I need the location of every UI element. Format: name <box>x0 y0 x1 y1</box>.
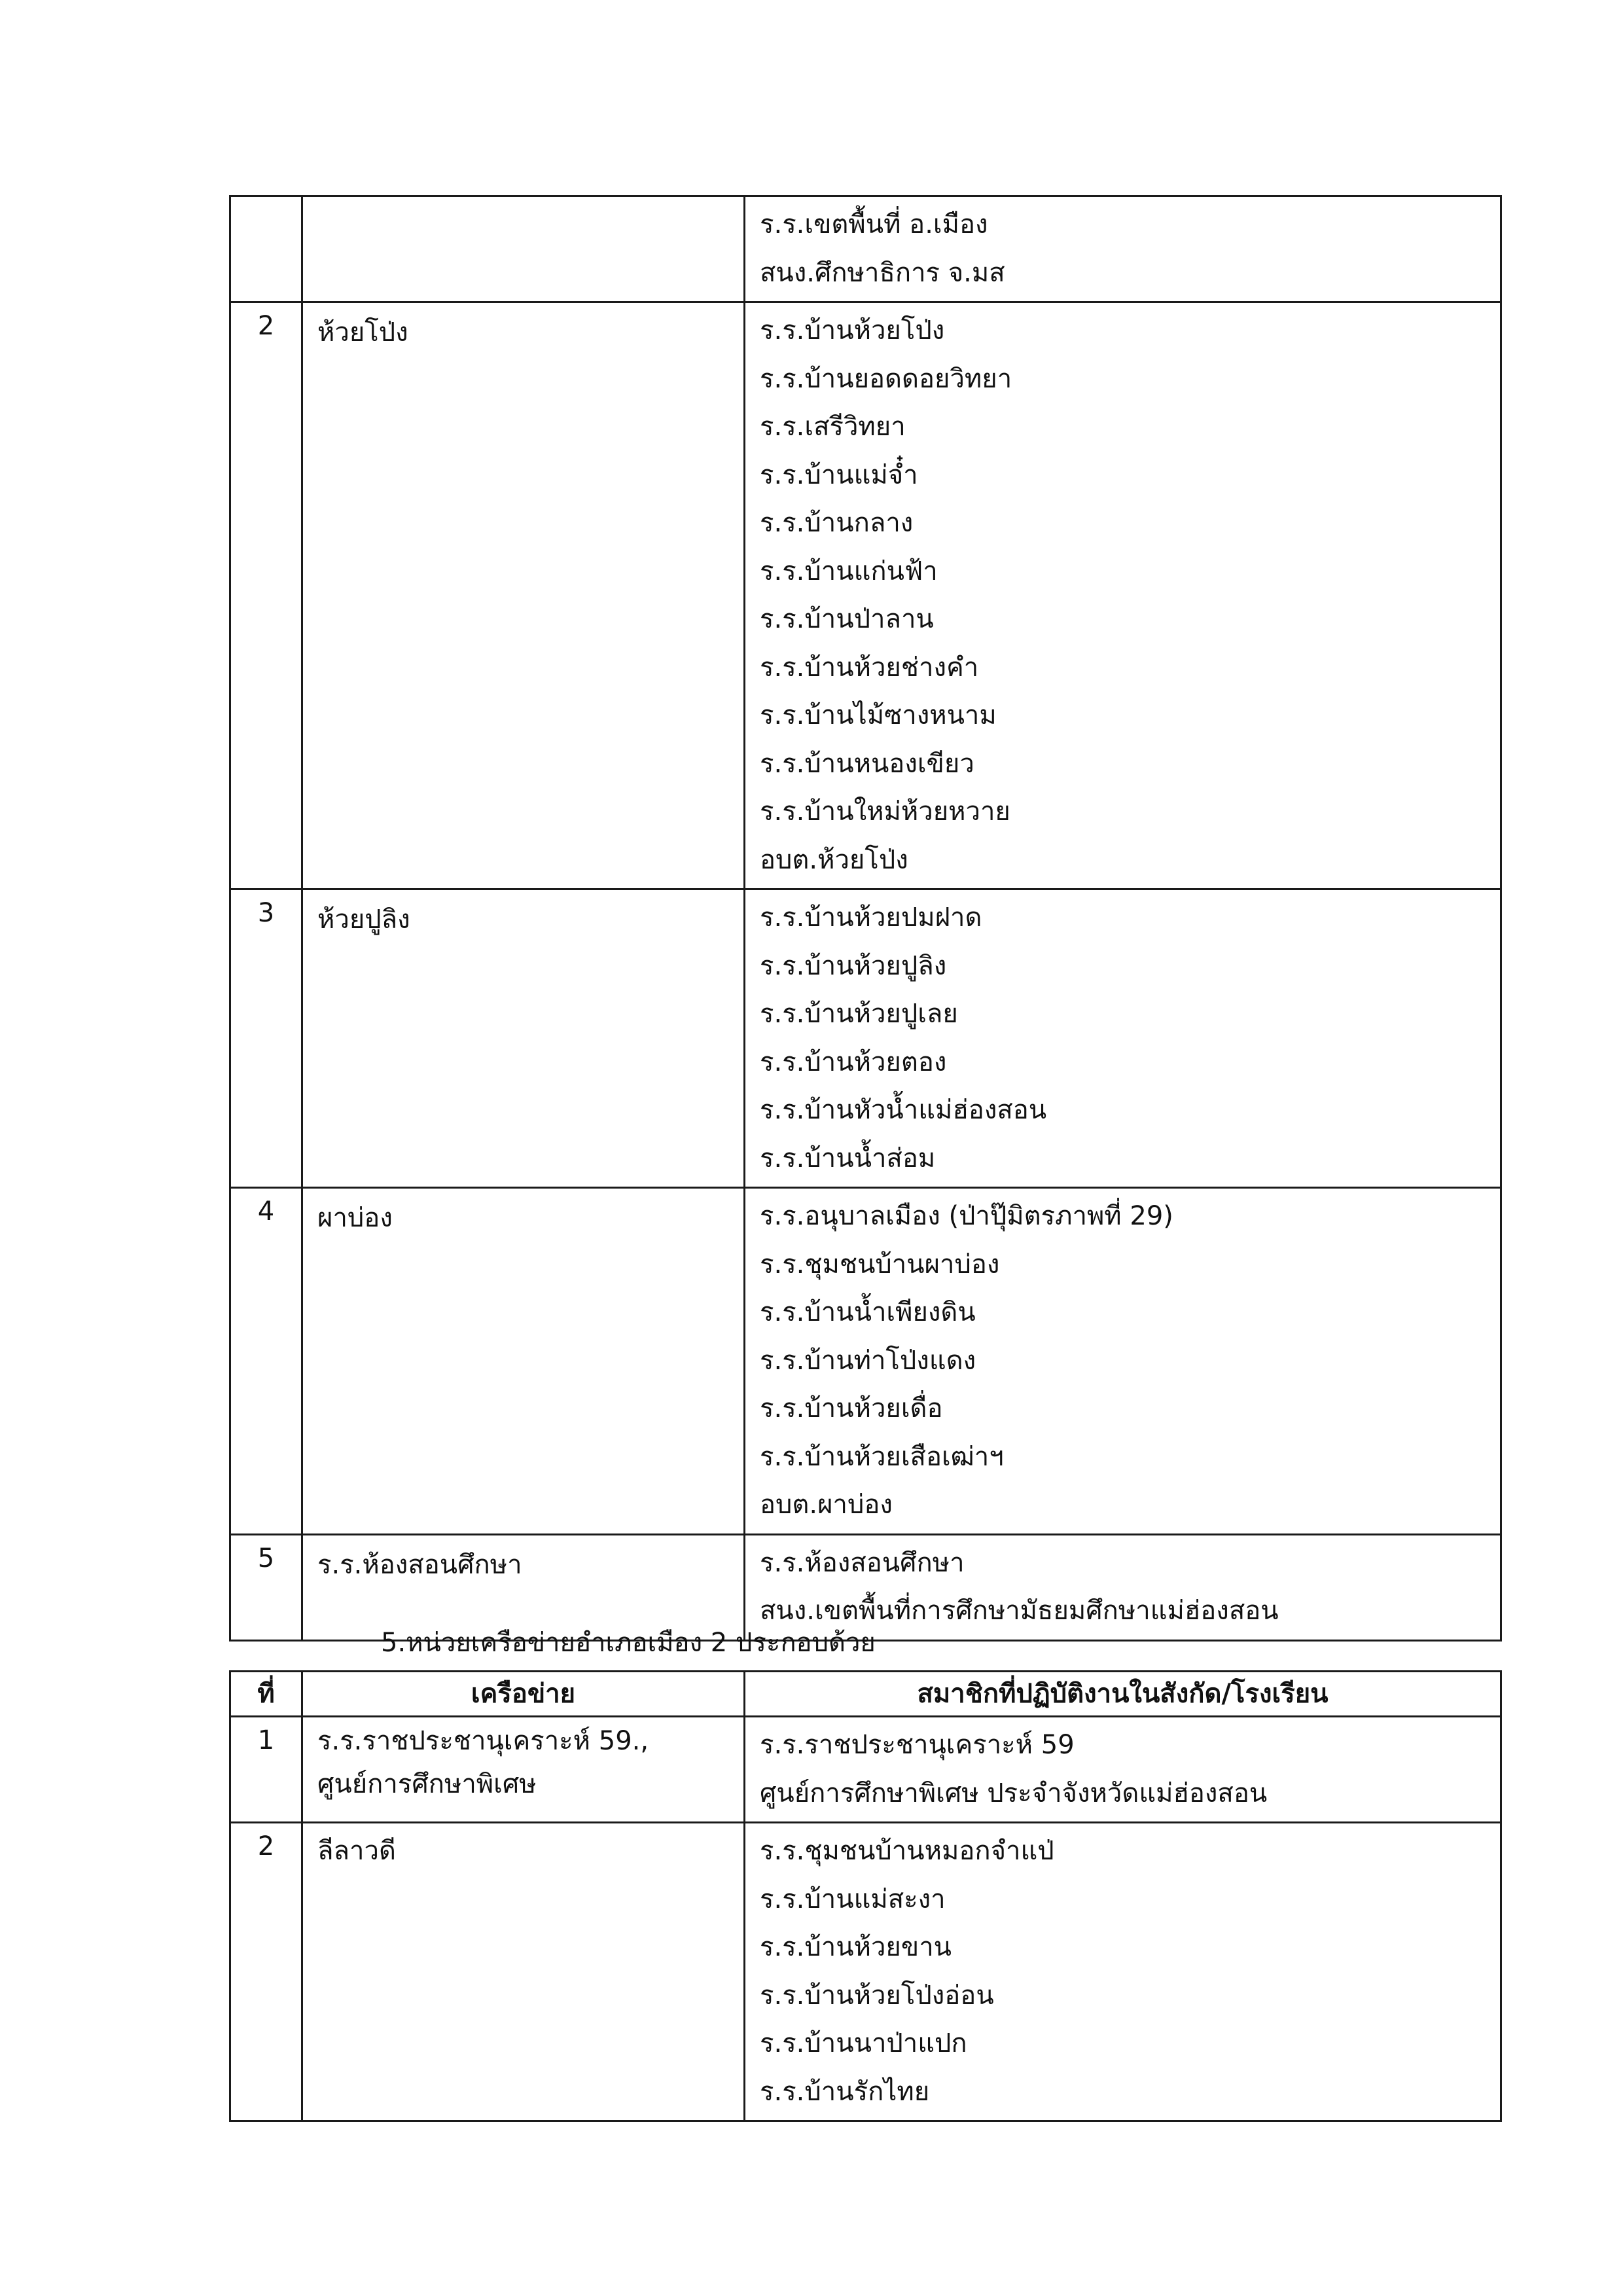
member-item: ร.ร.บ้านใหม่ห้วยหวาย <box>760 797 1010 827</box>
network-name: ผาบ่อง <box>302 1188 745 1535</box>
member-item: ร.ร.บ้านห้วยขาน <box>760 1932 952 1962</box>
member-item: ร.ร.บ้านกลาง <box>760 508 914 538</box>
member-item: ร.ร.บ้านห้วยปมฝาด <box>760 903 982 933</box>
member-item: อบต.ห้วยโป่ง <box>760 844 908 875</box>
table-row <box>230 1823 1501 2121</box>
member-item: ร.ร.ห้องสอนศึกษา <box>760 1547 965 1578</box>
member-item: อบต.ผาบ่อง <box>760 1490 893 1520</box>
member-item: ร.ร.เสรีวิทยา <box>760 412 906 442</box>
member-item: ร.ร.บ้านแก่นฟ้า <box>760 556 938 586</box>
member-item: ร.ร.บ้านห้วยโป่งอ่อน <box>760 1980 994 2011</box>
network-name <box>302 1823 745 2121</box>
network-name-line: ร.ร.ราชประชานุเคราะห์ 59., <box>317 1726 649 1756</box>
member-item: สนง.ศึกษาธิการ จ.มส <box>760 257 1005 288</box>
row-number <box>230 196 302 302</box>
member-item: ร.ร.ชุมชนบ้านหมอกจำแป่ <box>760 1836 1054 1866</box>
member-item: ร.ร.ชุมชนบ้านผาบ่อง <box>760 1249 1000 1280</box>
row-number: 1 <box>230 1717 302 1823</box>
member-item: ร.ร.บ้านห้วยเสือเฒ่าฯ <box>760 1441 1004 1472</box>
row-number: 2 <box>230 302 302 889</box>
network-name: ห้วยปูลิง <box>302 889 745 1188</box>
member-item: ร.ร.บ้านห้วยโป่ง <box>760 315 945 346</box>
member-item: ร.ร.ราชประชานุเคราะห์ 59 <box>760 1730 1075 1760</box>
member-item: ร.ร.บ้านแม่จ๋ำ <box>760 459 918 490</box>
network-table-continued <box>229 195 1502 1641</box>
table-row <box>230 302 1501 889</box>
network-name <box>302 196 745 302</box>
table-row <box>230 196 1501 302</box>
table-row <box>230 889 1501 1188</box>
network-name-line: ลีลาวดี <box>317 1836 396 1866</box>
table-row <box>230 1188 1501 1535</box>
row-number: 2 <box>230 1823 302 2121</box>
table-header-row <box>230 1672 1501 1717</box>
member-item: ร.ร.บ้านท่าโป่งแดง <box>760 1345 976 1376</box>
member-item: ร.ร.บ้านห้วยปูเลย <box>760 999 958 1029</box>
member-item: ร.ร.บ้านรักไทย <box>760 2076 930 2107</box>
member-list <box>745 196 1501 302</box>
section-caption: 5.หน่วยเครือข่ายอำเภอเมือง 2 ประกอบด้วย <box>381 1628 876 1658</box>
member-item: ร.ร.บ้านยอดดอยวิทยา <box>760 363 1012 394</box>
table-row <box>230 1717 1501 1823</box>
member-list <box>745 1823 1501 2121</box>
member-item: ร.ร.เขตพื้นที่ อ.เมือง <box>760 209 988 240</box>
member-item: ร.ร.บ้านหัวน้ำแม่ฮ่องสอน <box>760 1095 1047 1125</box>
header-no: ที่ <box>230 1672 302 1717</box>
member-list <box>745 889 1501 1188</box>
member-item: สนง.เขตพื้นที่การศึกษามัธยมศึกษาแม่ฮ่องสอน <box>760 1596 1279 1626</box>
network-name: ร.ร.ห้องสอนศึกษา <box>302 1534 745 1640</box>
network-name-line: ศูนย์การศึกษาพิเศษ <box>317 1769 537 1799</box>
member-item: ศูนย์การศึกษาพิเศษ ประจำจังหวัดแม่ฮ่องสอน <box>760 1778 1268 1808</box>
member-item: ร.ร.บ้านหนองเขียว <box>760 748 974 779</box>
member-item: ร.ร.อนุบาลเมือง (ป่าปุ๊มิตรภาพที่ 29) <box>760 1201 1173 1231</box>
network-name: ห้วยโป่ง <box>302 302 745 889</box>
header-members: สมาชิกที่ปฏิบัติงานในสังกัด/โรงเรียน <box>745 1672 1501 1717</box>
member-list <box>745 1188 1501 1535</box>
header-network: เครือข่าย <box>302 1672 745 1717</box>
network-table-section5 <box>229 1670 1502 2122</box>
member-item: ร.ร.บ้านไม้ซางหนาม <box>760 700 997 730</box>
network-name <box>302 1717 745 1823</box>
member-list <box>745 302 1501 889</box>
member-item: ร.ร.บ้านห้วยตอง <box>760 1047 947 1077</box>
row-number: 5 <box>230 1534 302 1640</box>
member-item: ร.ร.บ้านนาป่าแปก <box>760 2028 967 2058</box>
member-item: ร.ร.บ้านห้วยปูลิง <box>760 950 947 981</box>
member-item: ร.ร.บ้านห้วยช่างคำ <box>760 652 979 683</box>
member-item: ร.ร.บ้านแม่สะงา <box>760 1884 946 1914</box>
member-list <box>745 1717 1501 1823</box>
member-item: ร.ร.บ้านน้ำเพียงดิน <box>760 1297 976 1327</box>
member-item: ร.ร.บ้านป่าลาน <box>760 604 934 634</box>
row-number: 3 <box>230 889 302 1188</box>
member-item: ร.ร.บ้านห้วยเดื่อ <box>760 1393 943 1424</box>
member-item: ร.ร.บ้านน้ำส่อม <box>760 1143 936 1174</box>
row-number: 4 <box>230 1188 302 1535</box>
